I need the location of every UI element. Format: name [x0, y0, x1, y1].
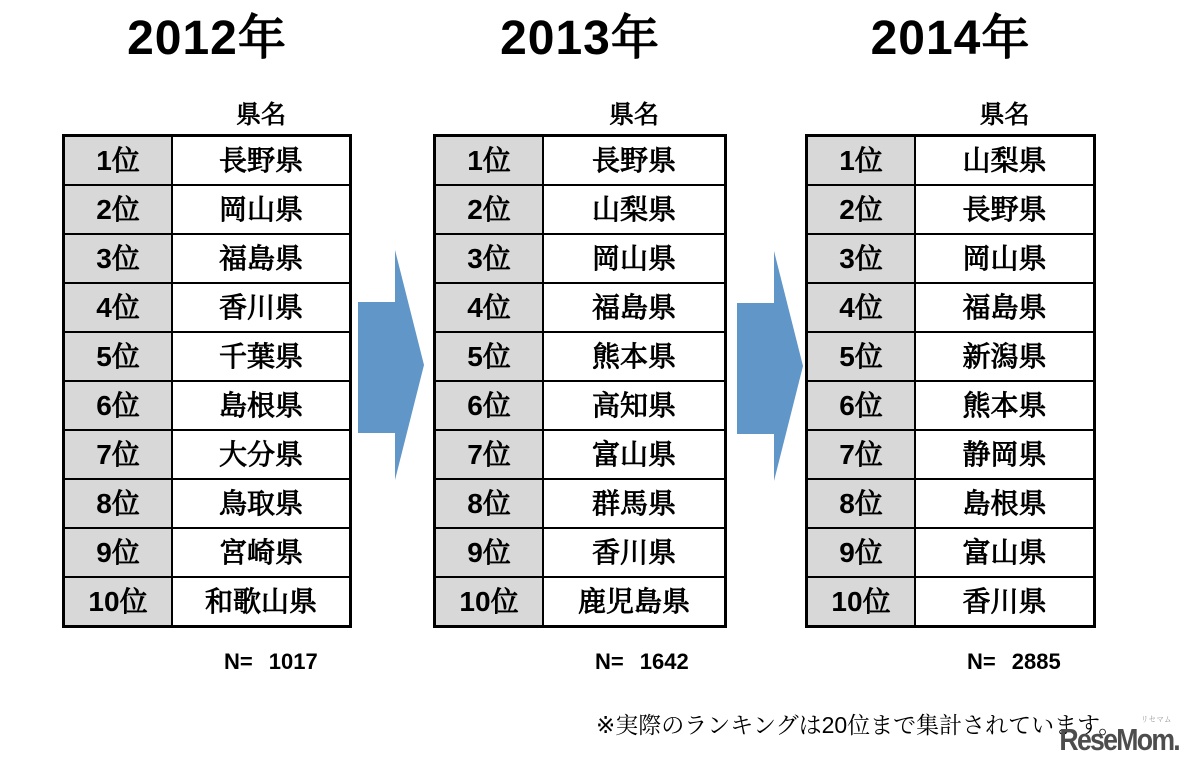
prefecture-cell: 長野県 [915, 185, 1095, 234]
year-column-2014 [805, 0, 1096, 700]
rank-cell: 2位 [807, 185, 916, 234]
rank-cell: 2位 [435, 185, 544, 234]
rank-cell: 7位 [435, 430, 544, 479]
prefecture-cell: 岡山県 [543, 234, 726, 283]
prefecture-cell: 新潟県 [915, 332, 1095, 381]
table-row [435, 430, 726, 479]
prefecture-cell: 富山県 [915, 528, 1095, 577]
rank-cell: 6位 [807, 381, 916, 430]
rank-cell: 9位 [807, 528, 916, 577]
prefecture-cell: 鹿児島県 [543, 577, 726, 627]
year-title: 2014年 [870, 12, 1031, 65]
rank-cell: 1位 [435, 136, 544, 186]
sample-size [595, 649, 689, 675]
table-row [435, 136, 726, 186]
table-row [64, 577, 351, 627]
table-row [807, 528, 1095, 577]
table-row [64, 332, 351, 381]
table-row [807, 136, 1095, 186]
year-title: 2013年 [500, 12, 660, 65]
ranking-table [805, 134, 1096, 628]
rank-cell: 5位 [64, 332, 173, 381]
prefecture-cell: 静岡県 [915, 430, 1095, 479]
sample-size-label: N= [595, 649, 624, 674]
prefecture-cell: 長野県 [543, 136, 726, 186]
rank-cell: 10位 [64, 577, 173, 627]
prefecture-cell: 千葉県 [172, 332, 351, 381]
sample-size-value: 1017 [268, 649, 318, 674]
table-row [807, 185, 1095, 234]
sample-size [224, 649, 318, 675]
prefecture-cell: 鳥取県 [172, 479, 351, 528]
prefecture-cell: 岡山県 [915, 234, 1095, 283]
arrow-right-icon [358, 250, 424, 480]
table-row [64, 381, 351, 430]
prefecture-cell: 大分県 [172, 430, 351, 479]
rank-cell: 10位 [807, 577, 916, 627]
table-row [807, 283, 1095, 332]
sample-size-label: N= [224, 649, 253, 674]
sample-size-value: 1642 [639, 649, 689, 674]
rank-cell: 8位 [435, 479, 544, 528]
table-row [64, 430, 351, 479]
table-row [435, 283, 726, 332]
prefecture-cell: 富山県 [543, 430, 726, 479]
prefecture-cell: 長野県 [172, 136, 351, 186]
rank-cell: 4位 [64, 283, 173, 332]
rank-cell: 5位 [435, 332, 544, 381]
rank-cell: 5位 [807, 332, 916, 381]
prefecture-cell: 熊本県 [915, 381, 1095, 430]
table-row [807, 234, 1095, 283]
resemom-logo-text: ReseMom. [1059, 722, 1179, 757]
table-row [435, 528, 726, 577]
table-row [435, 332, 726, 381]
rank-cell: 9位 [435, 528, 544, 577]
footnote: ※実際のランキングは20位まで集計されています。 [596, 712, 1122, 738]
prefecture-cell: 香川県 [543, 528, 726, 577]
table-row [807, 430, 1095, 479]
arrow-right-icon [737, 251, 803, 481]
table-row [807, 479, 1095, 528]
prefecture-cell: 島根県 [915, 479, 1095, 528]
sample-size-value: 2885 [1011, 649, 1061, 674]
rank-cell: 7位 [64, 430, 173, 479]
resemom-logo-ruby: リセマム [1141, 715, 1173, 724]
table-row [64, 283, 351, 332]
table-row [435, 577, 726, 627]
ranking-table [62, 134, 352, 628]
rank-cell: 9位 [64, 528, 173, 577]
resemom-logo [1059, 714, 1179, 760]
prefecture-cell: 宮崎県 [172, 528, 351, 577]
table-row [435, 185, 726, 234]
prefecture-cell: 山梨県 [543, 185, 726, 234]
prefecture-cell: 福島県 [172, 234, 351, 283]
table-row [807, 381, 1095, 430]
rank-cell: 1位 [807, 136, 916, 186]
rank-cell: 8位 [807, 479, 916, 528]
prefecture-cell: 香川県 [915, 577, 1095, 627]
rank-cell: 3位 [807, 234, 916, 283]
prefecture-cell: 群馬県 [543, 479, 726, 528]
prefecture-cell: 高知県 [543, 381, 726, 430]
rank-cell: 2位 [64, 185, 173, 234]
prefecture-cell: 香川県 [172, 283, 351, 332]
prefecture-column-header: 県名 [235, 101, 286, 129]
table-row [64, 479, 351, 528]
prefecture-cell: 山梨県 [915, 136, 1095, 186]
rank-cell: 10位 [435, 577, 544, 627]
rank-cell: 7位 [807, 430, 916, 479]
sample-size-label: N= [967, 649, 996, 674]
table-row [435, 234, 726, 283]
table-row [435, 479, 726, 528]
rank-cell: 3位 [435, 234, 544, 283]
rank-cell: 4位 [807, 283, 916, 332]
rank-cell: 6位 [64, 381, 173, 430]
prefecture-cell: 熊本県 [543, 332, 726, 381]
sample-size [967, 649, 1061, 675]
prefecture-cell: 岡山県 [172, 185, 351, 234]
prefecture-column-header: 県名 [979, 101, 1030, 129]
rank-cell: 8位 [64, 479, 173, 528]
prefecture-cell: 福島県 [543, 283, 726, 332]
table-row [807, 577, 1095, 627]
rank-cell: 6位 [435, 381, 544, 430]
table-row [64, 234, 351, 283]
table-row [64, 528, 351, 577]
prefecture-column-header: 県名 [608, 101, 659, 129]
ranking-table [433, 134, 727, 628]
rank-cell: 4位 [435, 283, 544, 332]
prefecture-cell: 和歌山県 [172, 577, 351, 627]
table-row [435, 381, 726, 430]
table-row [807, 332, 1095, 381]
table-row [64, 136, 351, 186]
year-column-2013 [433, 0, 727, 700]
year-column-2012 [62, 0, 352, 700]
rank-cell: 1位 [64, 136, 173, 186]
year-title: 2012年 [127, 12, 287, 65]
rank-cell: 3位 [64, 234, 173, 283]
table-row [64, 185, 351, 234]
prefecture-cell: 福島県 [915, 283, 1095, 332]
prefecture-cell: 島根県 [172, 381, 351, 430]
